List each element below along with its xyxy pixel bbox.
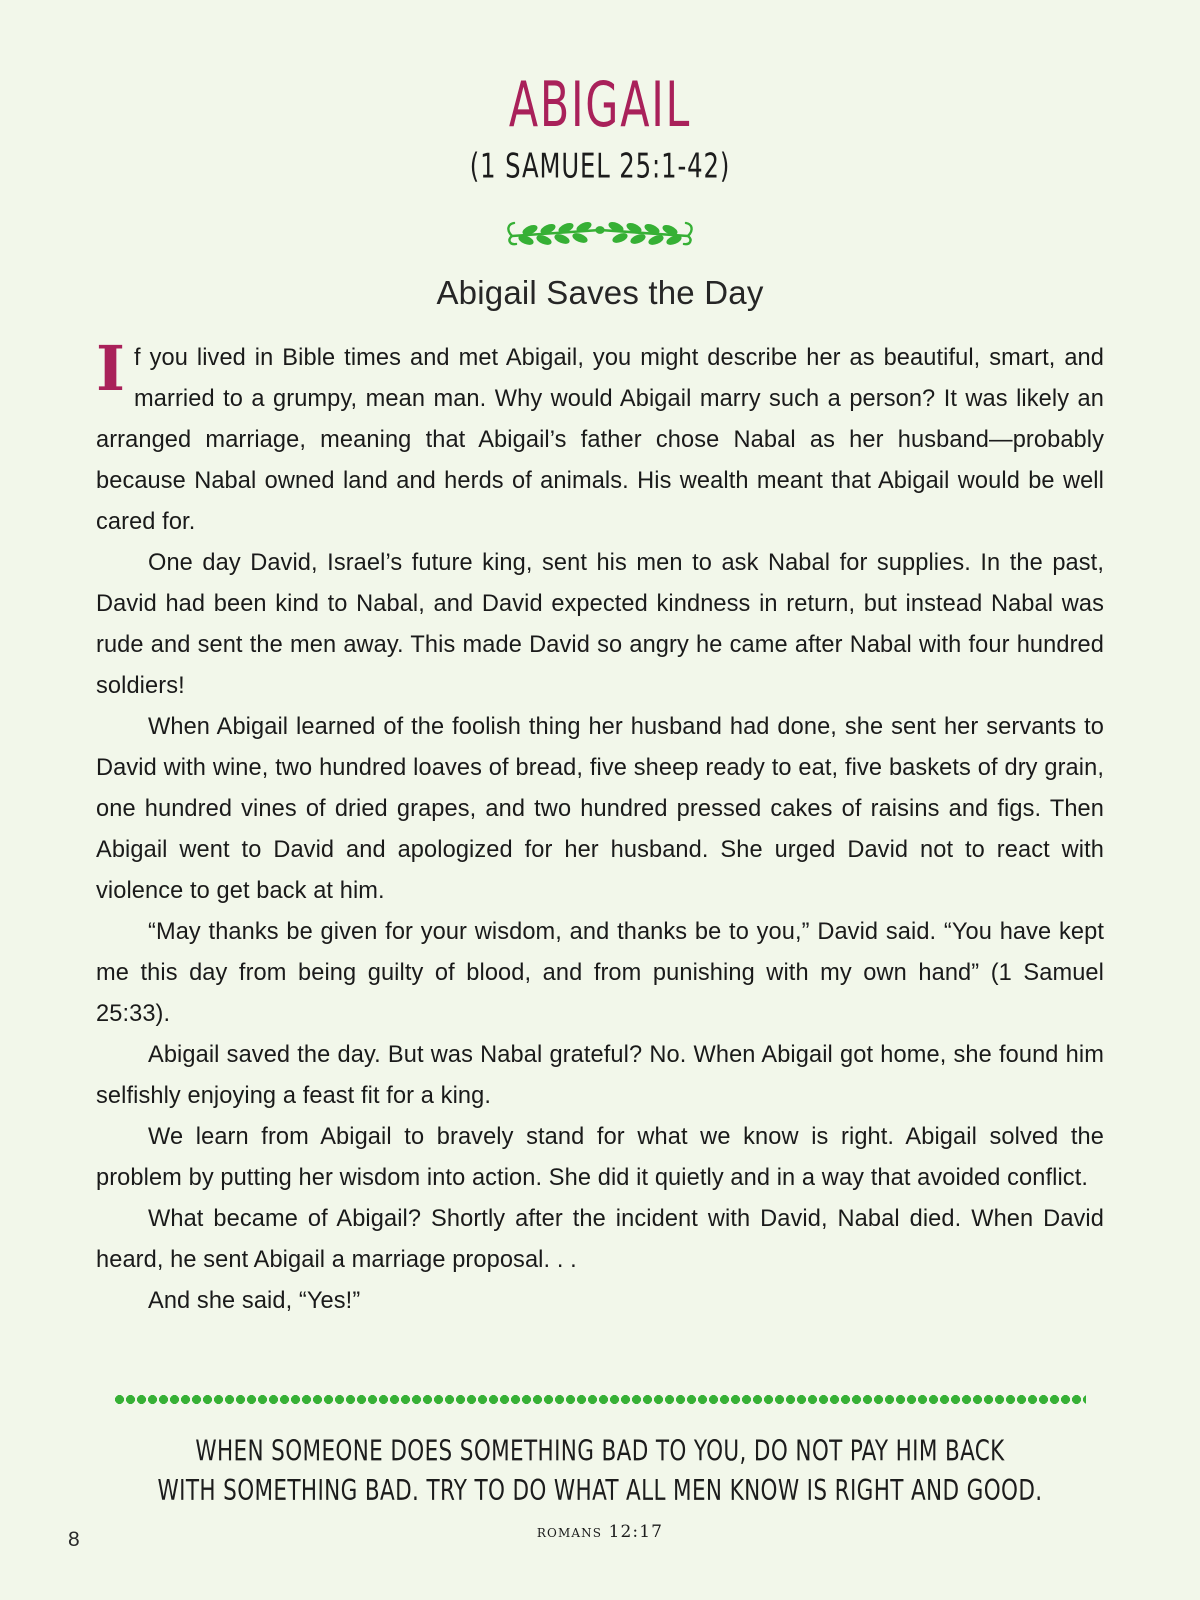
article-body bbox=[96, 332, 1104, 1322]
page-number: 8 bbox=[68, 1528, 80, 1551]
paragraph-1-text: f you lived in Bible times and met Abigail, you might describe her as beautiful, smart, and married to a grumpy, mean man. Why would Abigail marry such a person? It was likely an arranged marriage, meaning that Abigail’s father chose Nabal as her husband—probably because Nabal owned land and herds of animals. His wealth meant that Abigail would be well cared for. bbox=[96, 345, 1104, 535]
paragraph-1 bbox=[96, 332, 1104, 543]
footer-verse-block bbox=[0, 1395, 1200, 1542]
leafy-vine-divider-icon bbox=[500, 210, 700, 252]
paragraph-4: “May thanks be given for your wisdom, and thanks be to you,” David said. “You have kept me this day from being guilty of blood, and from punishing with my own hand” (1 Samuel 25:33). bbox=[96, 919, 1104, 1027]
memory-verse-line-2: WITH SOMETHING BAD. TRY TO DO WHAT ALL MEN KNOW IS RIGHT AND GOOD. bbox=[157, 1474, 1043, 1508]
paragraph-6: We learn from Abigail to bravely stand for what we know is right. Abigail solved the problem by putting her wisdom into action. She did it quietly and in a way that avoided conflict. bbox=[96, 1124, 1104, 1191]
memory-verse-citation: romans 12:17 bbox=[536, 1522, 664, 1542]
paragraph-2: One day David, Israel’s future king, sent his men to ask Nabal for supplies. In the past, David had been kind to Nabal, and David expected kindness in return, but instead Nabal was rude and sent the men away. This made David so angry he came after Nabal with four hundred soldiers! bbox=[96, 550, 1104, 699]
masthead bbox=[0, 0, 1200, 252]
paragraph-8: And she said, “Yes!” bbox=[148, 1288, 361, 1314]
memory-verse bbox=[48, 1432, 1152, 1511]
scripture-reference: (1 SAMUEL 25:1-42) bbox=[469, 146, 731, 187]
story-title: ABIGAIL bbox=[508, 68, 692, 142]
paragraph-7: What became of Abigail? Shortly after the incident with David, Nabal died. When David heard, he sent Abigail a marriage proposal. . . bbox=[96, 1206, 1104, 1273]
green-dotted-rule-icon bbox=[114, 1395, 1086, 1404]
paragraph-5: Abigail saved the day. But was Nabal grateful? No. When Abigail got home, she found him selfishly enjoying a feast fit for a king. bbox=[96, 1042, 1104, 1109]
section-heading: Abigail Saves the Day bbox=[436, 274, 764, 311]
dropcap-letter: I bbox=[96, 332, 126, 405]
paragraph-3: When Abigail learned of the foolish thing her husband had done, she sent her servants to David with wine, two hundred loaves of bread, five sheep ready to eat, five baskets of dry grain, one hundred vines of dried grapes, and two hundred pressed cakes of raisins and figs. Then Abigail went to David and apologized for her husband. She urged David not to react with violence to get back at him. bbox=[96, 714, 1104, 904]
memory-verse-line-1: WHEN SOMEONE DOES SOMETHING BAD TO YOU, DO NOT PAY HIM BACK bbox=[195, 1435, 1005, 1469]
